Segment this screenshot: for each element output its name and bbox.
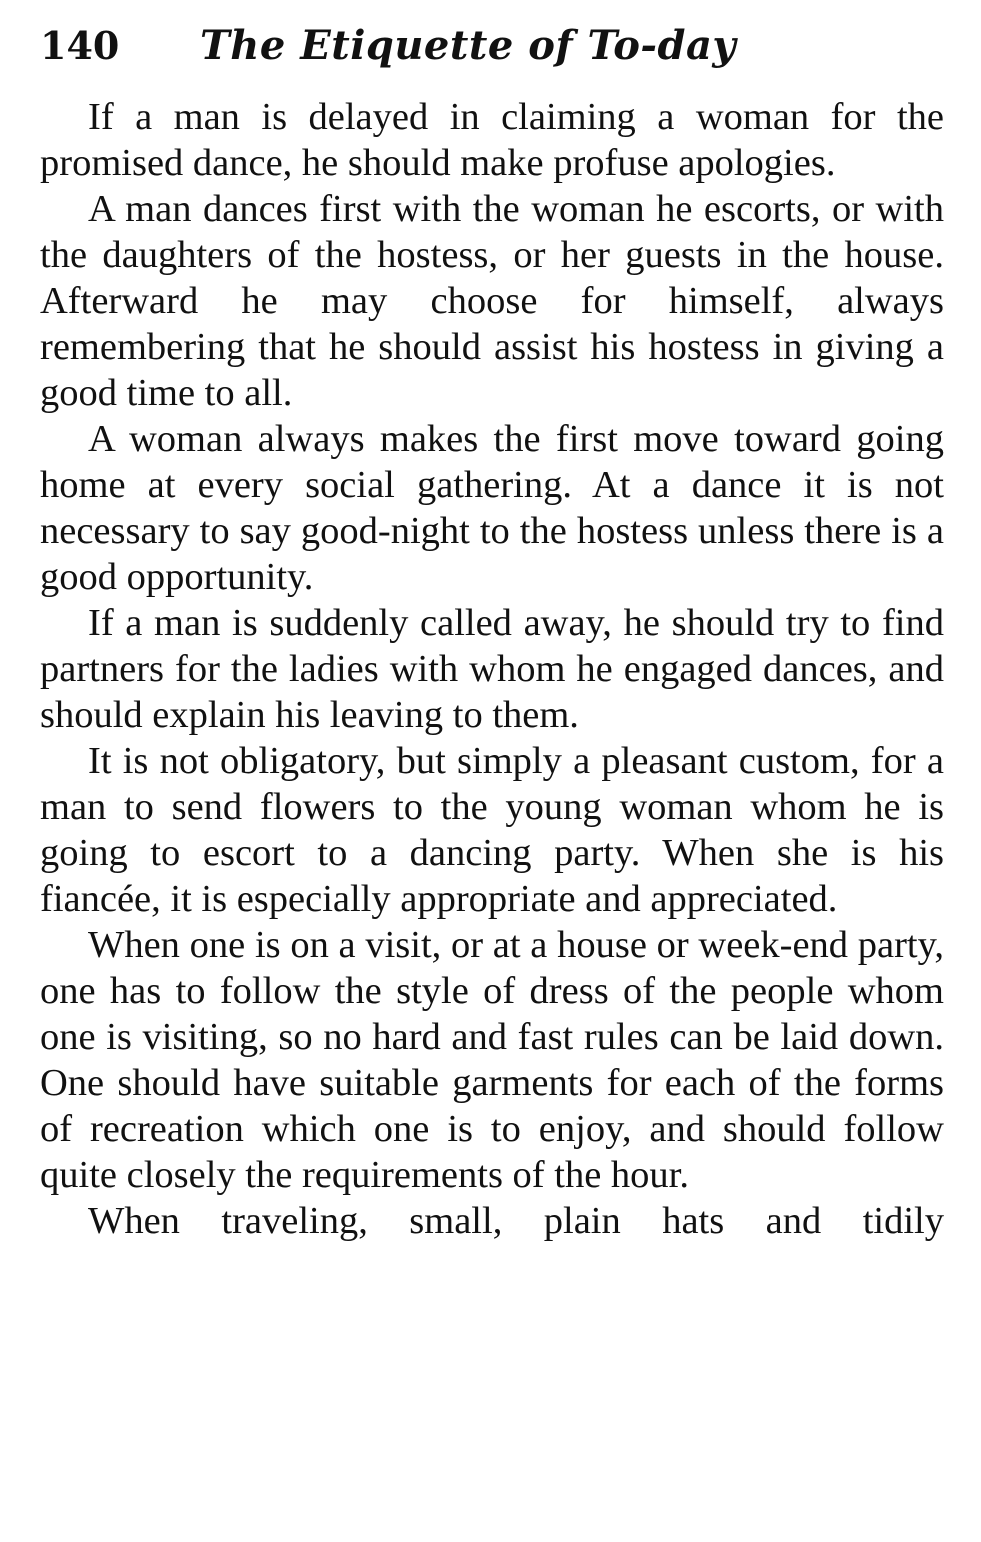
paragraph-first-dance: A man dances first with the woman he escorts, or with the daughters of the hostess, or her guests in the house. Afterward he may choose for himself, always remembering that he should assist his hostess in giving a good time to all. [40, 188, 944, 414]
paragraph-going-home: A woman always makes the first move toward going home at every social gathering. At a dance it is not necessary to say good-night to the hostess unless there is a good opportunity. [40, 418, 944, 598]
page-number: 140 [40, 23, 120, 68]
paragraph-called-away: If a man is suddenly called away, he should try to find partners for the ladies with whom he engaged dances, and should explain his leaving to them. [40, 602, 944, 736]
paragraph-flowers: It is not obligatory, but simply a pleasant custom, for a man to send flowers to the young woman whom he is going to escort to a dancing party. When she is his fiancée, it is especially appropriate and appreciated. [40, 740, 944, 920]
book-page [40, 22, 944, 1244]
paragraph-traveling: When traveling, small, plain hats and tidily [88, 1200, 944, 1242]
body-text [40, 94, 944, 1244]
paragraph-late-claim: If a man is delayed in claiming a woman for the promised dance, he should make profuse apologies. [40, 96, 944, 184]
running-head [40, 22, 944, 94]
paragraph-visit-dress: When one is on a visit, or at a house or week-end party, one has to follow the style of dress of the people whom one is visiting, so no hard and fast rules can be laid down. One should have suitable garments for each of the forms of recreation which one is to enjoy, and should follow quite closely the requirements of the hour. [40, 924, 944, 1196]
running-title: The Etiquette of To-day [200, 22, 737, 69]
